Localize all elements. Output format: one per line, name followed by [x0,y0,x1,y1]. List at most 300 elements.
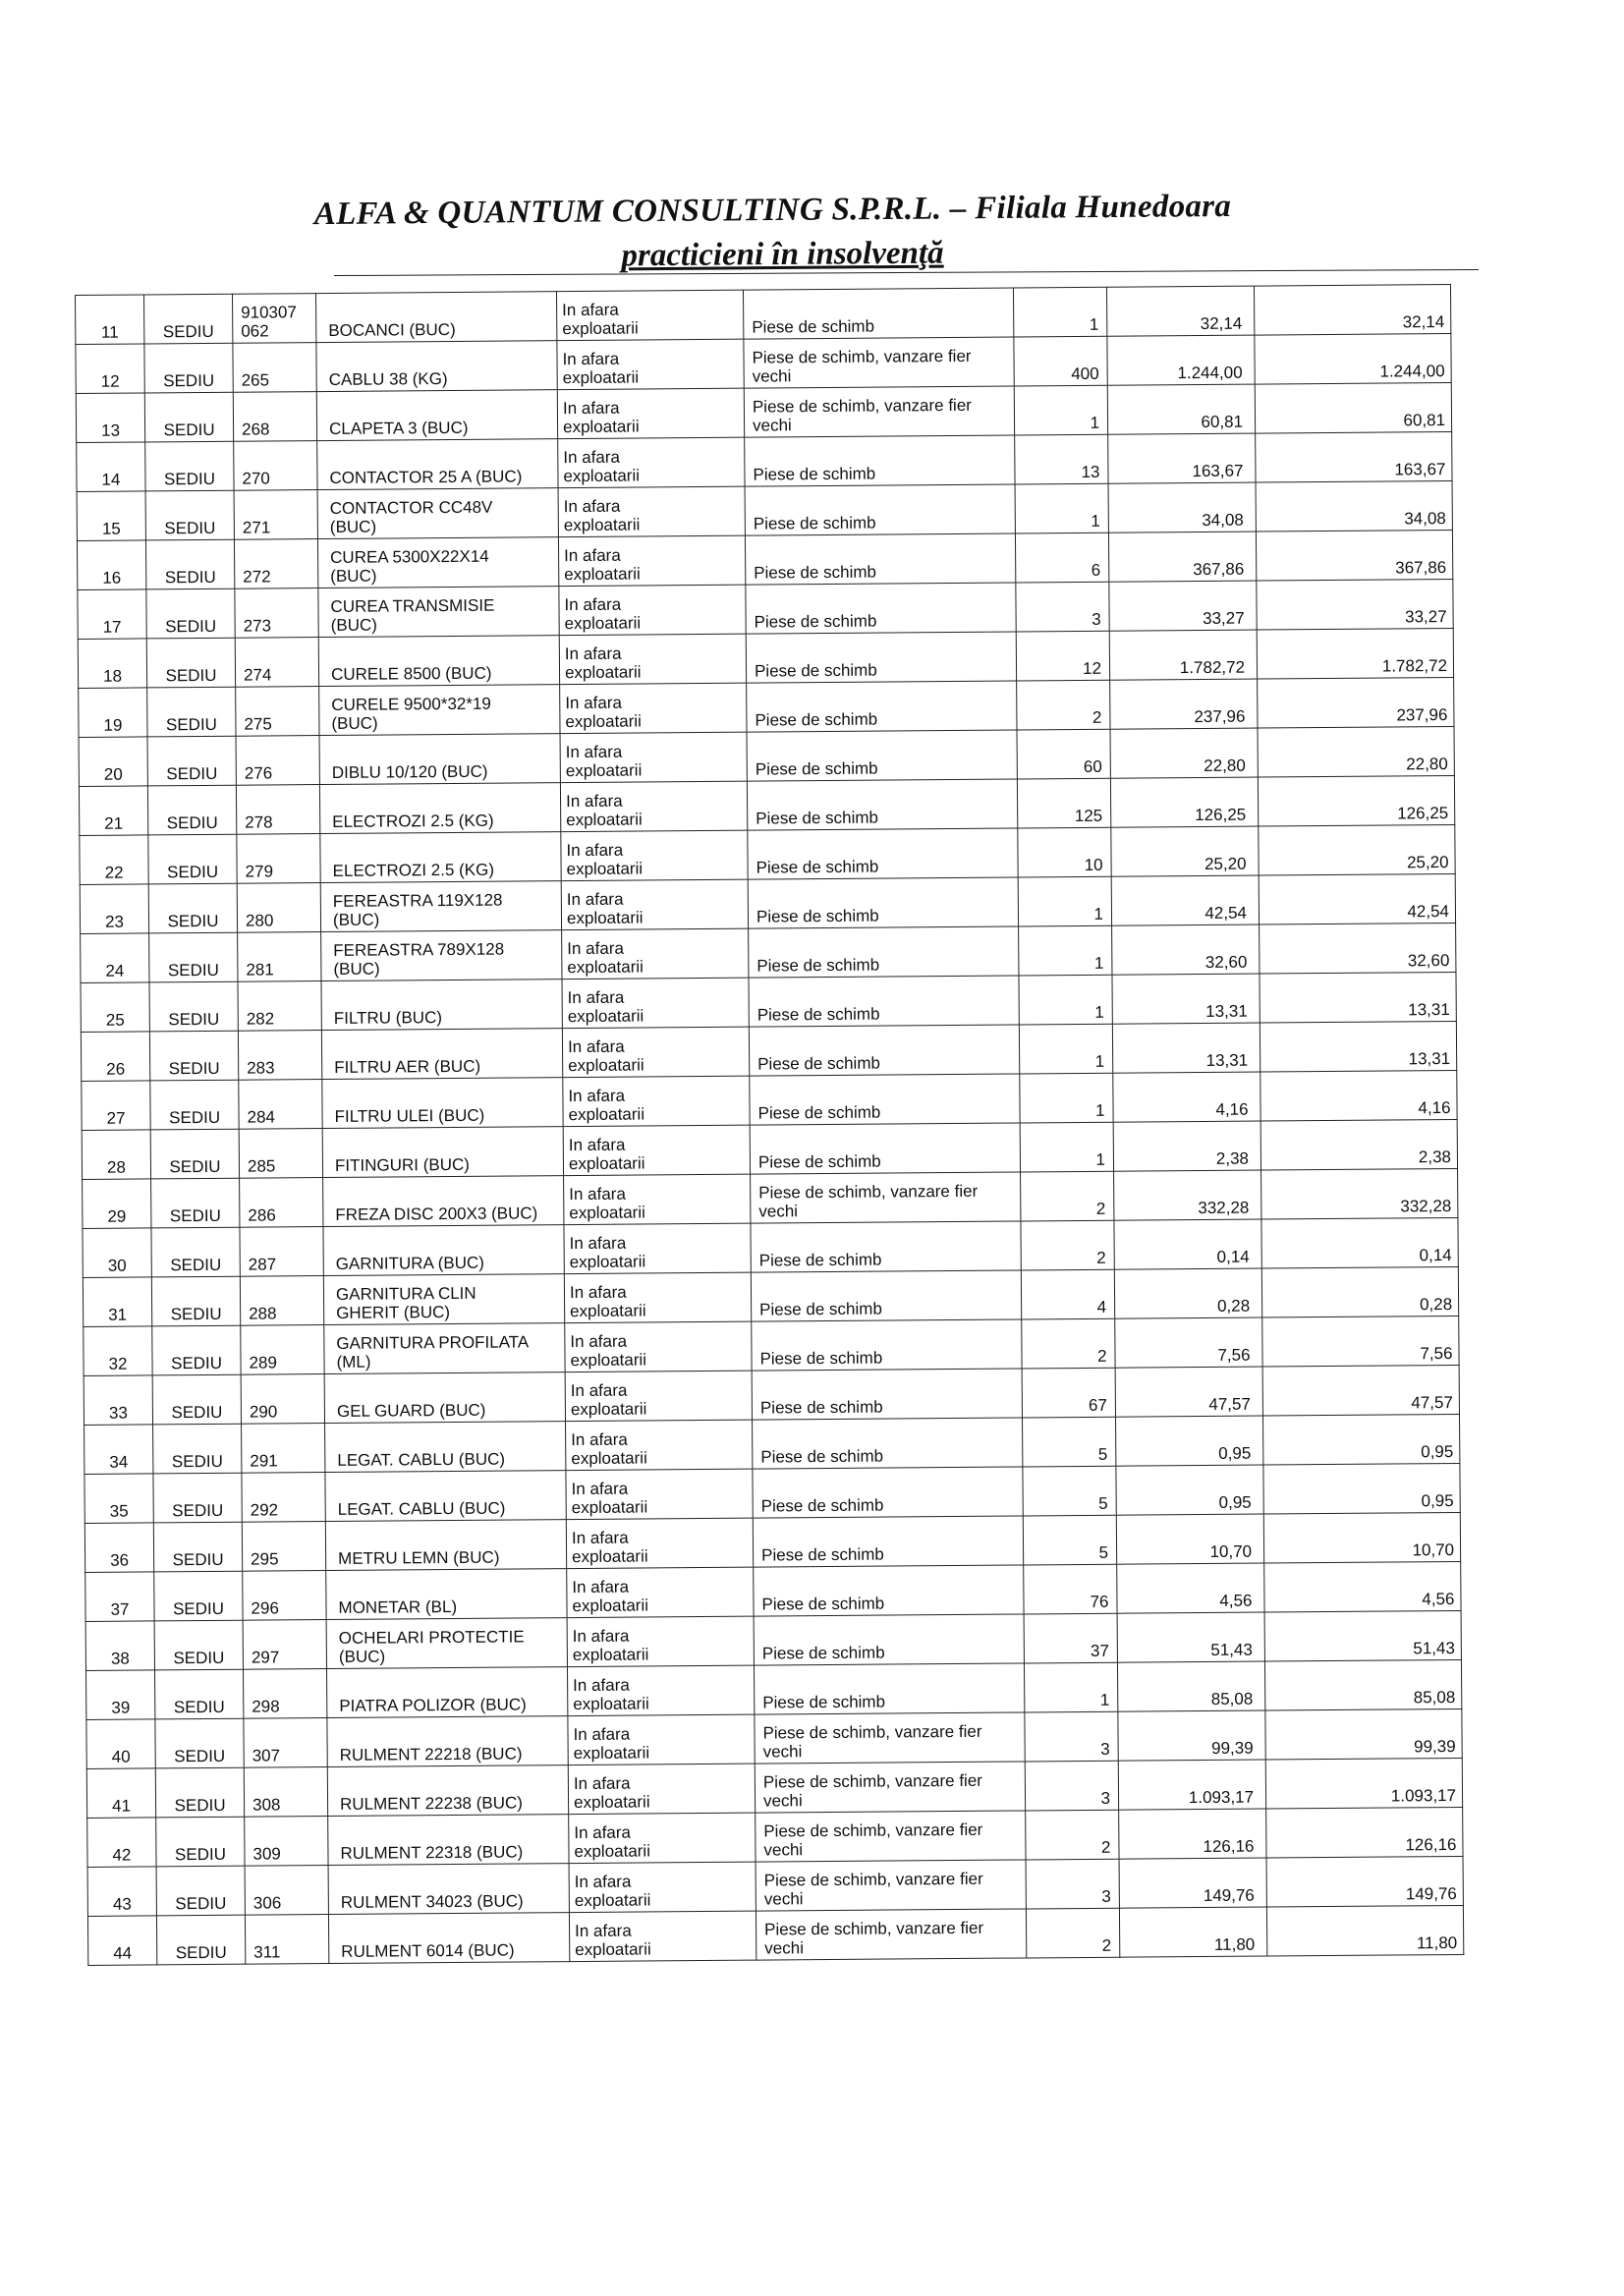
status-cell: In afara exploatarii [565,1371,752,1421]
location-cell: SEDIU [155,1718,244,1768]
unit-price-cell: 1.782,72 [1109,630,1257,680]
item-name-cell: FILTRU (BUC) [321,980,562,1031]
location-cell: SEDIU [149,981,238,1032]
total-value-cell: 149,76 [1266,1856,1463,1907]
unit-price-cell: 163,67 [1108,433,1256,483]
total-value-cell: 367,86 [1256,530,1452,581]
location-cell: SEDIU [144,343,233,393]
row-number-cell: 18 [78,639,146,689]
quantity-cell: 1 [1019,975,1112,1025]
purpose-cell: Piese de schimb [749,926,1019,978]
quantity-cell: 10 [1018,827,1111,877]
status-cell: In afara exploatarii [569,1911,756,1961]
purpose-cell: Piese de schimb, vanzare fier vechi [744,337,1014,388]
purpose-cell: Piese de schimb [752,1319,1022,1371]
total-value-cell: 0,14 [1261,1217,1458,1268]
unit-price-cell: 0,95 [1116,1416,1263,1466]
item-name-cell: CUREA 5300X22X14 (BUC) [317,537,558,588]
status-cell: In afara exploatarii [564,1272,751,1322]
item-code-cell: 306 [245,1866,328,1916]
status-cell: In afara exploatarii [560,683,747,733]
total-value-cell: 163,67 [1256,431,1452,482]
row-number-cell: 40 [86,1719,155,1769]
total-value-cell: 33,27 [1257,579,1453,630]
quantity-cell: 1 [1014,385,1107,435]
purpose-cell: Piese de schimb [748,877,1018,928]
location-cell: SEDIU [154,1620,243,1670]
inventory-table [75,284,1464,1966]
unit-price-cell: 0,95 [1116,1465,1263,1515]
location-cell: SEDIU [145,539,234,589]
unit-price-cell: 25,20 [1111,826,1259,876]
status-cell: In afara exploatarii [558,535,745,586]
status-cell: In afara exploatarii [567,1567,754,1617]
total-value-cell: 60,81 [1255,382,1451,433]
purpose-cell: Piese de schimb [751,1221,1021,1272]
item-name-cell: RULMENT 22238 (BUC) [327,1765,568,1817]
location-cell: SEDIU [152,1325,241,1375]
purpose-cell: Piese de schimb [750,1074,1020,1125]
item-name-cell: CABLU 38 (KG) [316,341,557,392]
location-cell: SEDIU [147,687,236,737]
total-value-cell: 34,08 [1256,480,1452,532]
row-number-cell: 13 [76,393,144,443]
item-code-cell: 273 [235,588,318,639]
firm-title: ALFA & QUANTUM CONSULTING S.P.R.L. – Filiala Hunedoara [313,188,1232,233]
purpose-cell: Piese de schimb, vanzare fier vechi [744,386,1014,437]
unit-price-cell: 42,54 [1111,875,1259,925]
item-name-cell: GARNITURA PROFILATA (ML) [324,1323,565,1374]
purpose-cell: Piese de schimb [747,681,1017,732]
purpose-cell: Piese de schimb [745,484,1015,535]
item-code-cell: 283 [238,1031,321,1081]
unit-price-cell: 11,80 [1119,1907,1266,1957]
row-number-cell: 24 [81,933,149,983]
row-number-cell: 41 [86,1768,155,1819]
quantity-cell: 1 [1019,1024,1112,1074]
unit-price-cell: 237,96 [1110,679,1258,729]
unit-price-cell: 13,31 [1112,974,1260,1024]
unit-price-cell: 4,56 [1117,1563,1264,1613]
item-name-cell: FILTRU AER (BUC) [321,1029,562,1080]
purpose-cell: Piese de schimb [752,1369,1022,1420]
location-cell: SEDIU [151,1276,240,1326]
item-name-cell: BOCANCI (BUC) [315,292,556,343]
location-cell: SEDIU [146,638,235,688]
total-value-cell: 51,43 [1264,1610,1461,1661]
purpose-cell: Piese de schimb, vanzare fier vechi [756,1860,1026,1911]
item-code-cell: 278 [236,785,319,835]
location-cell: SEDIU [156,1915,245,1965]
item-name-cell: GEL GUARD (BUC) [324,1372,565,1424]
item-code-cell: 296 [243,1571,326,1621]
unit-price-cell: 7,56 [1115,1317,1262,1368]
total-value-cell: 85,08 [1264,1659,1461,1710]
unit-price-cell: 332,28 [1114,1170,1261,1220]
purpose-cell: Piese de schimb [753,1516,1023,1567]
row-number-cell: 33 [84,1375,152,1426]
location-cell: SEDIU [153,1424,242,1474]
status-cell: In afara exploatarii [569,1862,756,1912]
location-cell: SEDIU [156,1817,245,1867]
location-cell: SEDIU [155,1767,244,1818]
item-code-cell: 270 [234,441,317,491]
total-value-cell: 4,16 [1260,1070,1457,1121]
item-code-cell: 309 [245,1817,328,1867]
item-code-cell: 268 [233,392,316,442]
row-number-cell: 38 [85,1621,154,1671]
purpose-cell: Piese de schimb [749,1025,1019,1076]
total-value-cell: 47,57 [1262,1365,1459,1416]
item-code-cell: 274 [235,638,318,688]
status-cell: In afara exploatarii [560,732,747,782]
unit-price-cell: 22,80 [1110,728,1258,778]
item-name-cell: LEGAT. CABLU (BUC) [325,1471,566,1522]
unit-price-cell: 33,27 [1109,581,1257,631]
unit-price-cell: 32,14 [1106,286,1254,336]
quantity-cell: 2 [1026,1810,1119,1860]
unit-price-cell: 99,39 [1118,1710,1265,1761]
total-value-cell: 1.782,72 [1257,628,1453,679]
firm-subtitle: practicieni în insolvenţă [621,235,944,274]
row-number-cell: 22 [80,835,148,885]
item-name-cell: FEREASTRA 789X128 (BUC) [321,930,562,981]
location-cell: SEDIU [151,1227,240,1277]
item-code-cell: 281 [238,932,321,982]
location-cell: SEDIU [150,1080,239,1130]
item-name-cell: DIBLU 10/120 (BUC) [319,734,560,785]
purpose-cell: Piese de schimb [743,288,1013,339]
status-cell: In afara exploatarii [556,290,743,340]
quantity-cell: 3 [1025,1711,1118,1762]
item-code-cell: 289 [241,1325,324,1375]
unit-price-cell: 32,60 [1112,924,1260,975]
status-cell: In afara exploatarii [568,1714,755,1764]
purpose-cell: Piese de schimb [746,632,1016,683]
status-cell: In afara exploatarii [567,1616,754,1666]
item-code-cell: 288 [240,1276,323,1326]
total-value-cell: 0,95 [1263,1463,1460,1514]
status-cell: In afara exploatarii [560,781,747,831]
purpose-cell: Piese de schimb [753,1418,1023,1469]
total-value-cell: 99,39 [1265,1708,1462,1760]
item-name-cell: GARNITURA CLIN GHERIT (BUC) [323,1274,564,1325]
item-name-cell: FITINGURI (BUC) [322,1127,563,1178]
row-number-cell: 42 [87,1818,156,1868]
item-code-cell: 272 [234,539,317,589]
total-value-cell: 126,25 [1258,775,1454,826]
row-number-cell: 16 [77,540,145,590]
item-name-cell: CURELE 9500*32*19 (BUC) [319,685,560,736]
item-code-cell: 298 [243,1669,326,1719]
item-code-cell: 265 [233,343,316,393]
quantity-cell: 2 [1017,680,1110,730]
item-code-cell: 282 [238,981,321,1032]
row-number-cell: 35 [84,1474,153,1524]
quantity-cell: 37 [1024,1613,1117,1663]
row-number-cell: 43 [87,1867,156,1917]
location-cell: SEDIU [153,1473,242,1523]
quantity-cell: 12 [1016,631,1109,681]
item-name-cell: PIATRA POLIZOR (BUC) [326,1667,567,1718]
item-name-cell: METRU LEMN (BUC) [325,1520,566,1571]
inventory-table-wrapper [75,284,1464,1966]
status-cell: In afara exploatarii [557,388,744,438]
item-name-cell: ELECTROZI 2.5 (KG) [320,832,561,883]
total-value-cell: 22,80 [1258,726,1454,777]
purpose-cell: Piese de schimb [748,828,1018,879]
status-cell: In afara exploatarii [561,879,748,929]
row-number-cell: 29 [83,1179,151,1229]
location-cell: SEDIU [144,294,233,344]
row-number-cell: 32 [84,1326,152,1376]
total-value-cell: 11,80 [1266,1905,1463,1956]
unit-price-cell: 126,16 [1119,1809,1266,1859]
purpose-cell: Piese de schimb, vanzare fier vechi [756,1909,1026,1960]
table-row [87,1905,1463,1965]
quantity-cell: 3 [1026,1859,1119,1909]
item-code-cell: 285 [239,1129,322,1179]
quantity-cell: 4 [1021,1269,1114,1319]
item-code-cell: 311 [245,1915,328,1965]
item-code-cell: 276 [236,736,319,786]
status-cell: In afara exploatarii [559,634,746,684]
unit-price-cell: 34,08 [1108,482,1256,532]
row-number-cell: 27 [82,1081,150,1131]
total-value-cell: 32,14 [1254,285,1450,336]
total-value-cell: 1.244,00 [1255,333,1451,384]
unit-price-cell: 0,28 [1114,1268,1261,1318]
row-number-cell: 14 [77,442,145,492]
purpose-cell: Piese de schimb [745,533,1015,585]
status-cell: In afara exploatarii [569,1813,756,1863]
unit-price-cell: 85,08 [1117,1661,1264,1711]
row-number-cell: 15 [77,491,145,541]
item-code-cell: 275 [236,687,319,737]
row-number-cell: 30 [83,1228,151,1278]
status-cell: In afara exploatarii [558,437,745,487]
quantity-cell: 67 [1022,1368,1115,1418]
item-name-cell: CURELE 8500 (BUC) [318,636,559,687]
quantity-cell: 60 [1017,729,1110,779]
quantity-cell: 5 [1023,1466,1116,1516]
item-name-cell: LEGAT. CABLU (BUC) [325,1422,566,1473]
item-code-cell: 297 [243,1620,326,1670]
row-number-cell: 19 [79,688,147,738]
purpose-cell: Piese de schimb [751,1270,1021,1321]
location-cell: SEDIU [153,1522,242,1572]
location-cell: SEDIU [147,736,236,786]
unit-price-cell: 1.093,17 [1118,1760,1265,1810]
total-value-cell: 126,16 [1266,1807,1463,1858]
quantity-cell: 1 [1018,876,1111,926]
unit-price-cell: 13,31 [1112,1023,1260,1073]
row-number-cell: 17 [78,589,146,640]
item-code-cell: 287 [240,1227,323,1277]
total-value-cell: 237,96 [1258,677,1454,728]
item-code-cell: 295 [242,1522,325,1572]
status-cell: In afara exploatarii [557,339,744,389]
row-number-cell: 44 [87,1916,156,1966]
quantity-cell: 2 [1021,1171,1114,1221]
total-value-cell: 332,28 [1261,1168,1458,1219]
item-name-cell: RULMENT 6014 (BUC) [328,1913,569,1964]
quantity-cell: 5 [1023,1515,1116,1565]
status-cell: In afara exploatarii [567,1665,754,1715]
item-name-cell: FREZA DISC 200X3 (BUC) [323,1176,564,1227]
location-cell: SEDIU [146,588,235,639]
status-cell: In afara exploatarii [559,585,746,635]
page-header [0,188,1624,274]
quantity-cell: 1 [1024,1662,1117,1712]
status-cell: In afara exploatarii [565,1321,752,1372]
total-value-cell: 32,60 [1260,923,1456,974]
unit-price-cell: 10,70 [1116,1514,1263,1564]
unit-price-cell: 367,86 [1108,532,1256,582]
quantity-cell: 1 [1013,287,1106,337]
purpose-cell: Piese de schimb [754,1614,1024,1665]
total-value-cell: 25,20 [1259,824,1455,875]
item-name-cell: CONTACTOR CC48V (BUC) [317,488,558,539]
item-name-cell: CONTACTOR 25 A (BUC) [317,439,558,490]
location-cell: SEDIU [151,1178,240,1228]
total-value-cell: 7,56 [1262,1316,1459,1367]
item-code-cell: 290 [241,1374,324,1425]
quantity-cell: 1 [1020,1122,1113,1172]
item-name-cell: CUREA TRANSMISIE (BUC) [318,587,559,638]
item-name-cell: GARNITURA (BUC) [323,1225,564,1276]
row-number-cell: 26 [81,1032,149,1082]
total-value-cell: 2,38 [1260,1119,1457,1170]
quantity-cell: 3 [1025,1761,1118,1811]
unit-price-cell: 2,38 [1113,1121,1260,1171]
location-cell: SEDIU [149,932,238,982]
status-cell: In afara exploatarii [566,1469,753,1519]
status-cell: In afara exploatarii [562,1027,749,1077]
item-name-cell: ELECTROZI 2.5 (KG) [319,783,560,834]
location-cell: SEDIU [147,785,236,835]
quantity-cell: 13 [1015,434,1108,484]
status-cell: In afara exploatarii [562,928,749,979]
row-number-cell: 37 [85,1572,154,1622]
quantity-cell: 2 [1026,1908,1119,1958]
item-code-cell: 910307 062 [232,294,315,344]
row-number-cell: 12 [76,344,144,394]
purpose-cell: Piese de schimb [746,583,1016,634]
row-number-cell: 31 [83,1277,151,1327]
item-name-cell: CLAPETA 3 (BUC) [316,390,557,441]
quantity-cell: 76 [1024,1564,1117,1614]
quantity-cell: 1 [1020,1073,1113,1123]
purpose-cell: Piese de schimb [754,1663,1024,1714]
unit-price-cell: 47,57 [1115,1367,1262,1417]
quantity-cell: 2 [1022,1318,1115,1369]
row-number-cell: 21 [79,786,147,836]
total-value-cell: 13,31 [1260,1021,1456,1072]
quantity-cell: 1 [1015,483,1108,533]
item-name-cell: RULMENT 34023 (BUC) [328,1864,569,1915]
unit-price-cell: 126,25 [1110,777,1258,827]
row-number-cell: 36 [84,1523,153,1573]
purpose-cell: Piese de schimb [745,435,1015,486]
total-value-cell: 1.093,17 [1265,1758,1462,1809]
status-cell: In afara exploatarii [564,1174,751,1224]
quantity-cell: 1 [1019,925,1112,976]
unit-price-cell: 51,43 [1117,1612,1264,1662]
location-cell: SEDIU [150,1129,239,1179]
location-cell: SEDIU [154,1571,243,1621]
purpose-cell: Piese de schimb, vanzare fier vechi [755,1712,1025,1764]
purpose-cell: Piese de schimb, vanzare fier vechi [755,1762,1025,1813]
item-code-cell: 279 [237,834,320,884]
unit-price-cell: 4,16 [1113,1072,1260,1122]
row-number-cell: 34 [84,1425,153,1475]
quantity-cell: 5 [1023,1417,1116,1467]
item-code-cell: 308 [244,1767,327,1818]
purpose-cell: Piese de schimb [747,779,1017,830]
status-cell: In afara exploatarii [562,978,749,1028]
location-cell: SEDIU [145,441,234,491]
unit-price-cell: 60,81 [1107,384,1255,434]
status-cell: In afara exploatarii [566,1420,753,1470]
purpose-cell: Piese de schimb [754,1565,1024,1616]
status-cell: In afara exploatarii [561,830,748,880]
item-code-cell: 286 [240,1178,323,1228]
total-value-cell: 10,70 [1263,1512,1460,1563]
total-value-cell: 0,95 [1262,1414,1459,1465]
quantity-cell: 125 [1017,778,1110,828]
item-name-cell: OCHELARI PROTECTIE (BUC) [326,1618,567,1669]
quantity-cell: 6 [1015,532,1108,583]
location-cell: SEDIU [154,1669,243,1719]
total-value-cell: 4,56 [1264,1561,1461,1612]
unit-price-cell: 1.244,00 [1107,335,1255,385]
inventory-table-body [76,285,1464,1966]
item-name-cell: MONETAR (BL) [326,1569,567,1620]
location-cell: SEDIU [148,834,237,884]
item-name-cell: RULMENT 22318 (BUC) [328,1815,569,1866]
purpose-cell: Piese de schimb, vanzare fier vechi [756,1811,1026,1862]
row-number-cell: 23 [80,884,148,934]
item-name-cell: RULMENT 22218 (BUC) [327,1716,568,1767]
unit-price-cell: 149,76 [1119,1858,1266,1908]
location-cell: SEDIU [148,883,237,933]
item-name-cell: FILTRU ULEI (BUC) [322,1078,563,1129]
row-number-cell: 28 [82,1130,150,1180]
purpose-cell: Piese de schimb [750,1123,1020,1174]
item-code-cell: 307 [244,1718,327,1768]
quantity-cell: 400 [1014,336,1107,386]
total-value-cell: 13,31 [1260,972,1456,1023]
status-cell: In afara exploatarii [558,486,745,536]
total-value-cell: 0,28 [1261,1266,1458,1317]
location-cell: SEDIU [149,1031,238,1081]
row-number-cell: 39 [85,1670,154,1720]
status-cell: In afara exploatarii [563,1076,750,1126]
total-value-cell: 42,54 [1259,873,1455,924]
location-cell: SEDIU [144,392,233,442]
status-cell: In afara exploatarii [564,1223,751,1273]
status-cell: In afara exploatarii [563,1125,750,1175]
location-cell: SEDIU [152,1374,241,1425]
location-cell: SEDIU [156,1866,245,1916]
item-code-cell: 271 [234,490,317,540]
unit-price-cell: 0,14 [1114,1219,1261,1269]
quantity-cell: 2 [1021,1220,1114,1270]
purpose-cell: Piese de schimb, vanzare fier vechi [751,1172,1021,1223]
status-cell: In afara exploatarii [566,1518,753,1568]
quantity-cell: 3 [1016,582,1109,632]
